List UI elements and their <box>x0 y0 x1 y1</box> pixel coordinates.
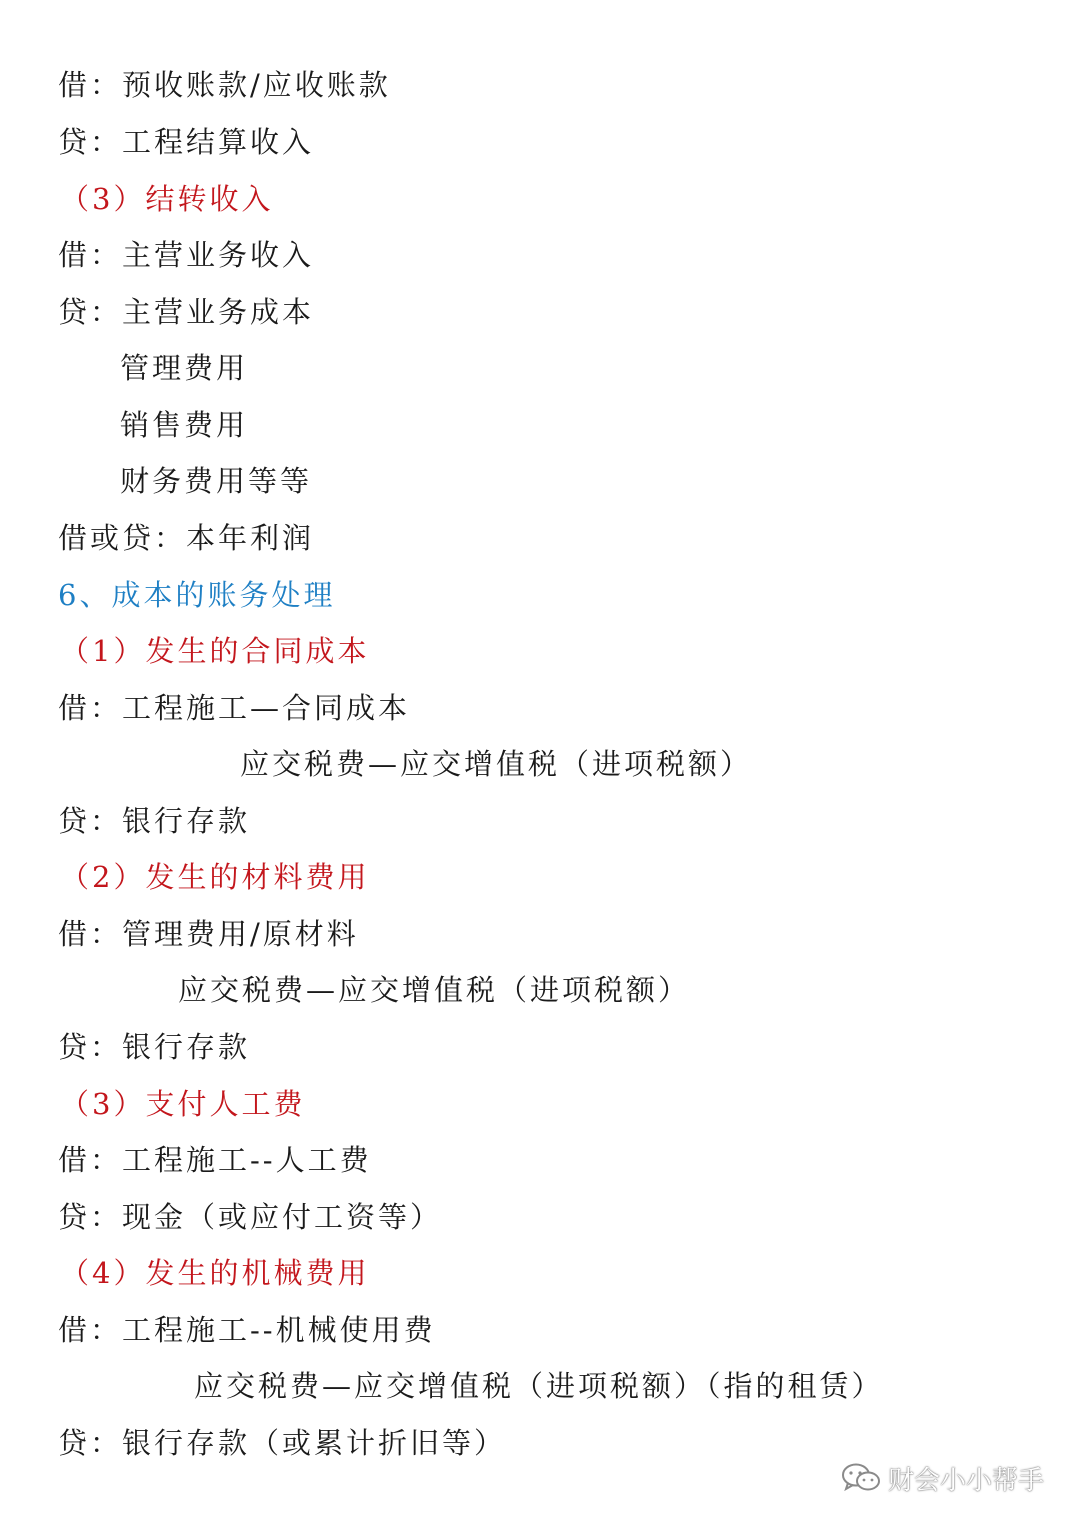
text-line: 借：工程施工—合同成本 <box>58 691 411 725</box>
chapter-heading: 6、成本的账务处理 <box>58 578 336 612</box>
wechat-icon <box>840 1461 882 1495</box>
watermark <box>840 1458 1044 1498</box>
text-line: 借或贷：本年利润 <box>58 521 315 555</box>
section-heading: （4）发生的机械费用 <box>60 1256 370 1290</box>
text-line: 贷：银行存款 <box>58 1030 251 1064</box>
text-line: 管理费用 <box>120 351 249 385</box>
section-heading: （2）发生的材料费用 <box>60 860 370 894</box>
watermark-text: 财会小小帮手 <box>887 1465 1044 1496</box>
text-line: 贷：银行存款（或累计折旧等） <box>58 1426 507 1460</box>
text-line: 贷：银行存款 <box>58 804 251 838</box>
text-line: 借：主营业务收入 <box>58 238 315 272</box>
text-line: 贷：主营业务成本 <box>58 295 315 329</box>
text-line: 应交税费—应交增值税（进项税额） <box>240 747 753 781</box>
text-line: 应交税费—应交增值税（进项税额）（指的租赁） <box>194 1369 884 1403</box>
text-line: 应交税费—应交增值税（进项税额） <box>178 973 691 1007</box>
section-heading: （3）结转收入 <box>60 182 274 216</box>
text-line: 销售费用 <box>120 408 249 442</box>
text-line: 借：管理费用/原材料 <box>58 917 359 951</box>
text-line: 借：预收账款/应收账款 <box>58 68 391 102</box>
text-line: 贷：工程结算收入 <box>58 125 315 159</box>
text-line: 借：工程施工--人工费 <box>58 1143 372 1177</box>
section-heading: （1）发生的合同成本 <box>60 634 370 668</box>
text-line: 财务费用等等 <box>120 464 313 498</box>
text-line: 借：工程施工--机械使用费 <box>58 1313 436 1347</box>
section-heading: （3）支付人工费 <box>60 1087 306 1121</box>
text-line: 贷：现金（或应付工资等） <box>58 1200 443 1234</box>
